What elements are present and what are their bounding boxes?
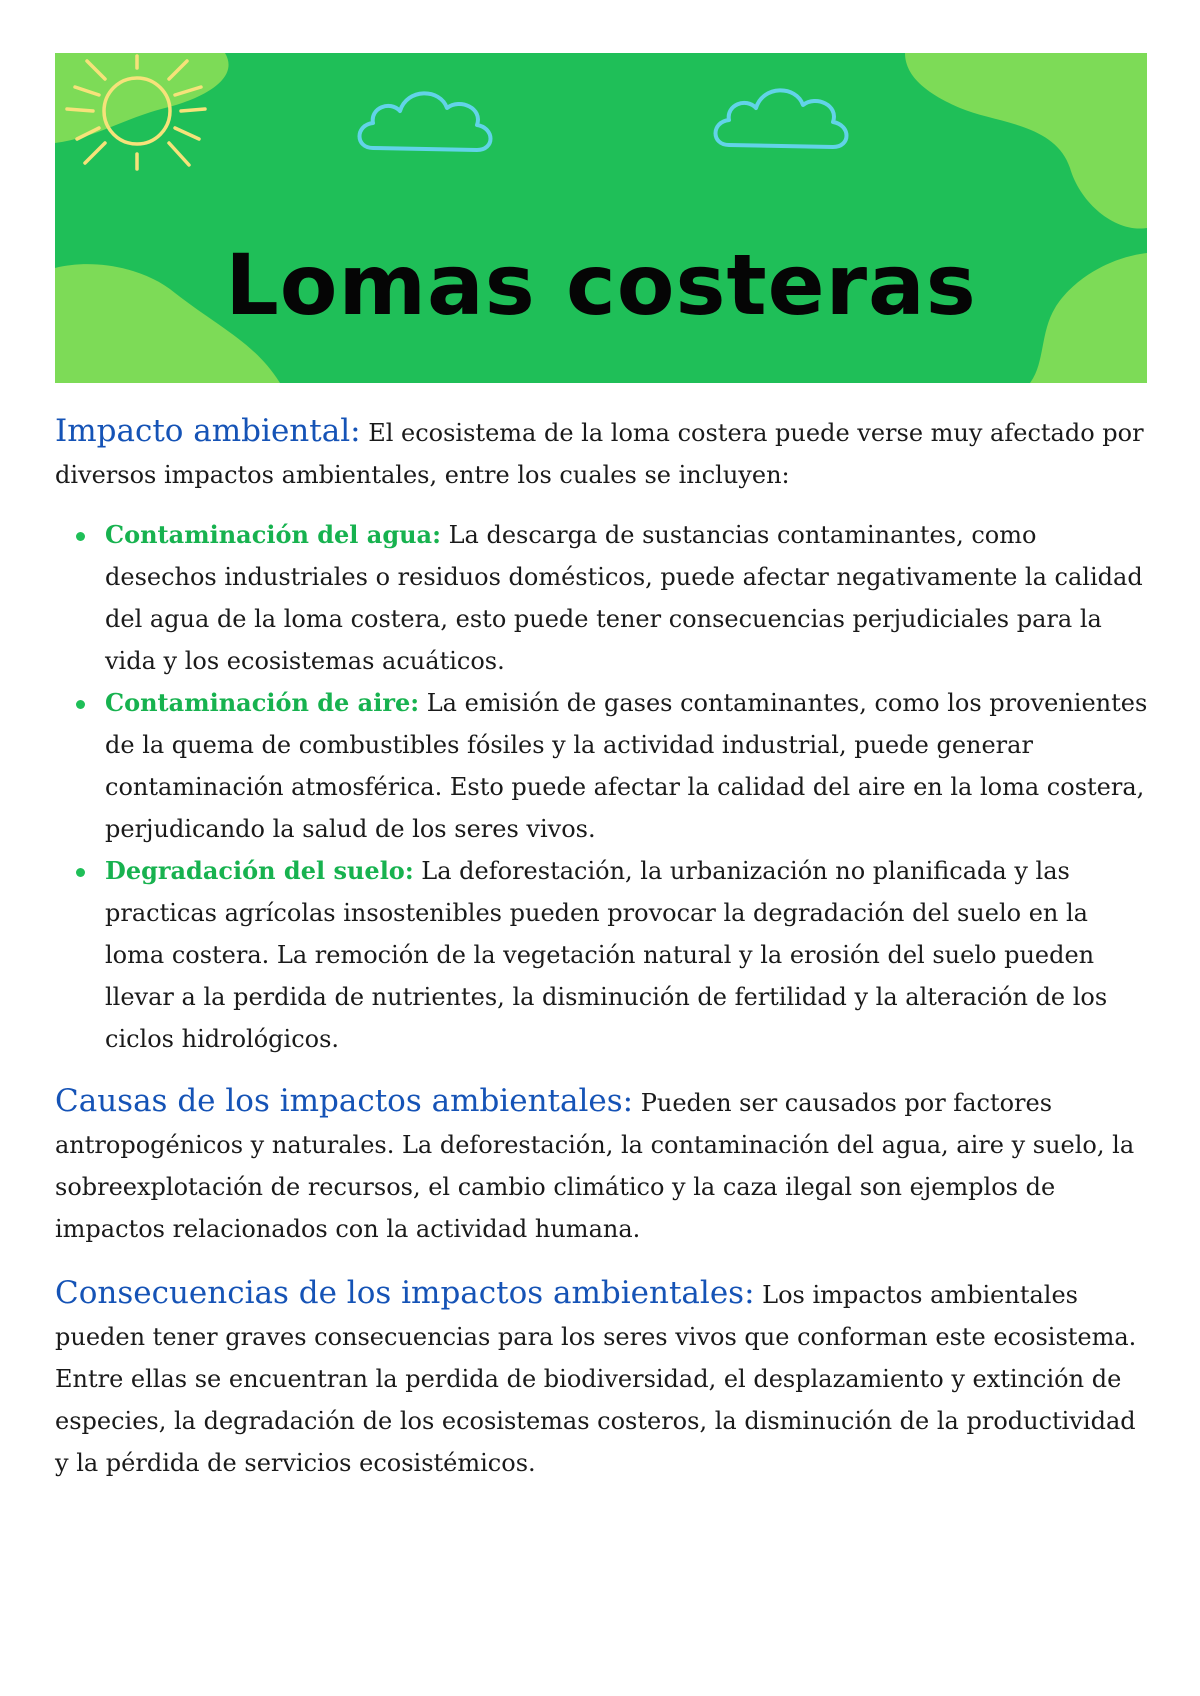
- consecuencias-text: Los impactos ambientales pueden tener graves consecuencias para los seres vivos que conforman este ecosistema. Entre ellas se encuentran la perdida de biodiversidad, el desplazamiento y extinción de especies, la degradación de los ecosistemas costeros, la disminución de la productividad y la pérdida de servicios ecosistémicos.: [55, 1281, 1137, 1477]
- top-right-blob: [905, 53, 1147, 229]
- bullet-icon: [76, 868, 85, 877]
- header-banner: [55, 53, 1147, 383]
- list-item-text: La descarga de sustancias contaminantes, como desechos industriales o residuos domésticos, puede afectar negativamente la calidad del agua de la loma costera, esto puede tener consecuencias perjudiciales para la vida y los ecosistemas acuáticos.: [105, 521, 1143, 675]
- impact-list: [55, 514, 1150, 1060]
- spacer: [55, 1250, 1150, 1272]
- consecuencias-paragraph: [55, 1272, 1150, 1484]
- top-left-blob: [55, 53, 229, 143]
- causas-heading: Causas de los impactos ambientales:: [55, 1083, 634, 1119]
- cloud-icon: [716, 90, 847, 147]
- cloud-icon: [360, 93, 491, 150]
- page-title: Lomas costeras: [225, 236, 977, 334]
- list-item: [55, 850, 1150, 1060]
- impacto-paragraph: [55, 410, 1150, 496]
- document-body: [55, 410, 1150, 1484]
- impacto-text: El ecosistema de la loma costera puede verse muy afectado por diversos impactos ambientales, entre los cuales se incluyen:: [55, 419, 1144, 489]
- list-item-text: La deforestación, la urbanización no planificada y las practicas agrícolas insostenibles pueden provocar la degradación del suelo en la loma costera. La remoción de la vegetación natural y la erosión del suelo pueden llevar a la perdida de nutrientes, la disminución de fertilidad y la alteración de los ciclos hidrológicos.: [105, 857, 1108, 1053]
- bullet-icon: [76, 700, 85, 709]
- list-item-text: La emisión de gases contaminantes, como los provenientes de la quema de combustibles fósiles y la actividad industrial, puede generar contaminación atmosférica. Esto puede afectar la calidad del aire en la loma costera, perjudicando la salud de los seres vivos.: [105, 689, 1148, 843]
- list-item-term: Contaminación de aire:: [105, 688, 420, 717]
- bullet-icon: [76, 532, 85, 541]
- list-item-term: Degradación del suelo:: [105, 856, 414, 885]
- impacto-heading: Impacto ambiental:: [55, 413, 361, 449]
- list-item: [55, 682, 1150, 850]
- list-item: [55, 514, 1150, 682]
- causas-text: Pueden ser causados por factores antropogénicos y naturales. La deforestación, la contaminación del agua, aire y suelo, la sobreexplotación de recursos, el cambio climático y la caza ilegal son ejemplos de impactos relacionados con la actividad humana.: [55, 1089, 1135, 1243]
- consecuencias-heading: Consecuencias de los impactos ambientales:: [55, 1275, 755, 1311]
- list-item-term: Contaminación del agua:: [105, 520, 441, 549]
- causas-paragraph: [55, 1080, 1150, 1250]
